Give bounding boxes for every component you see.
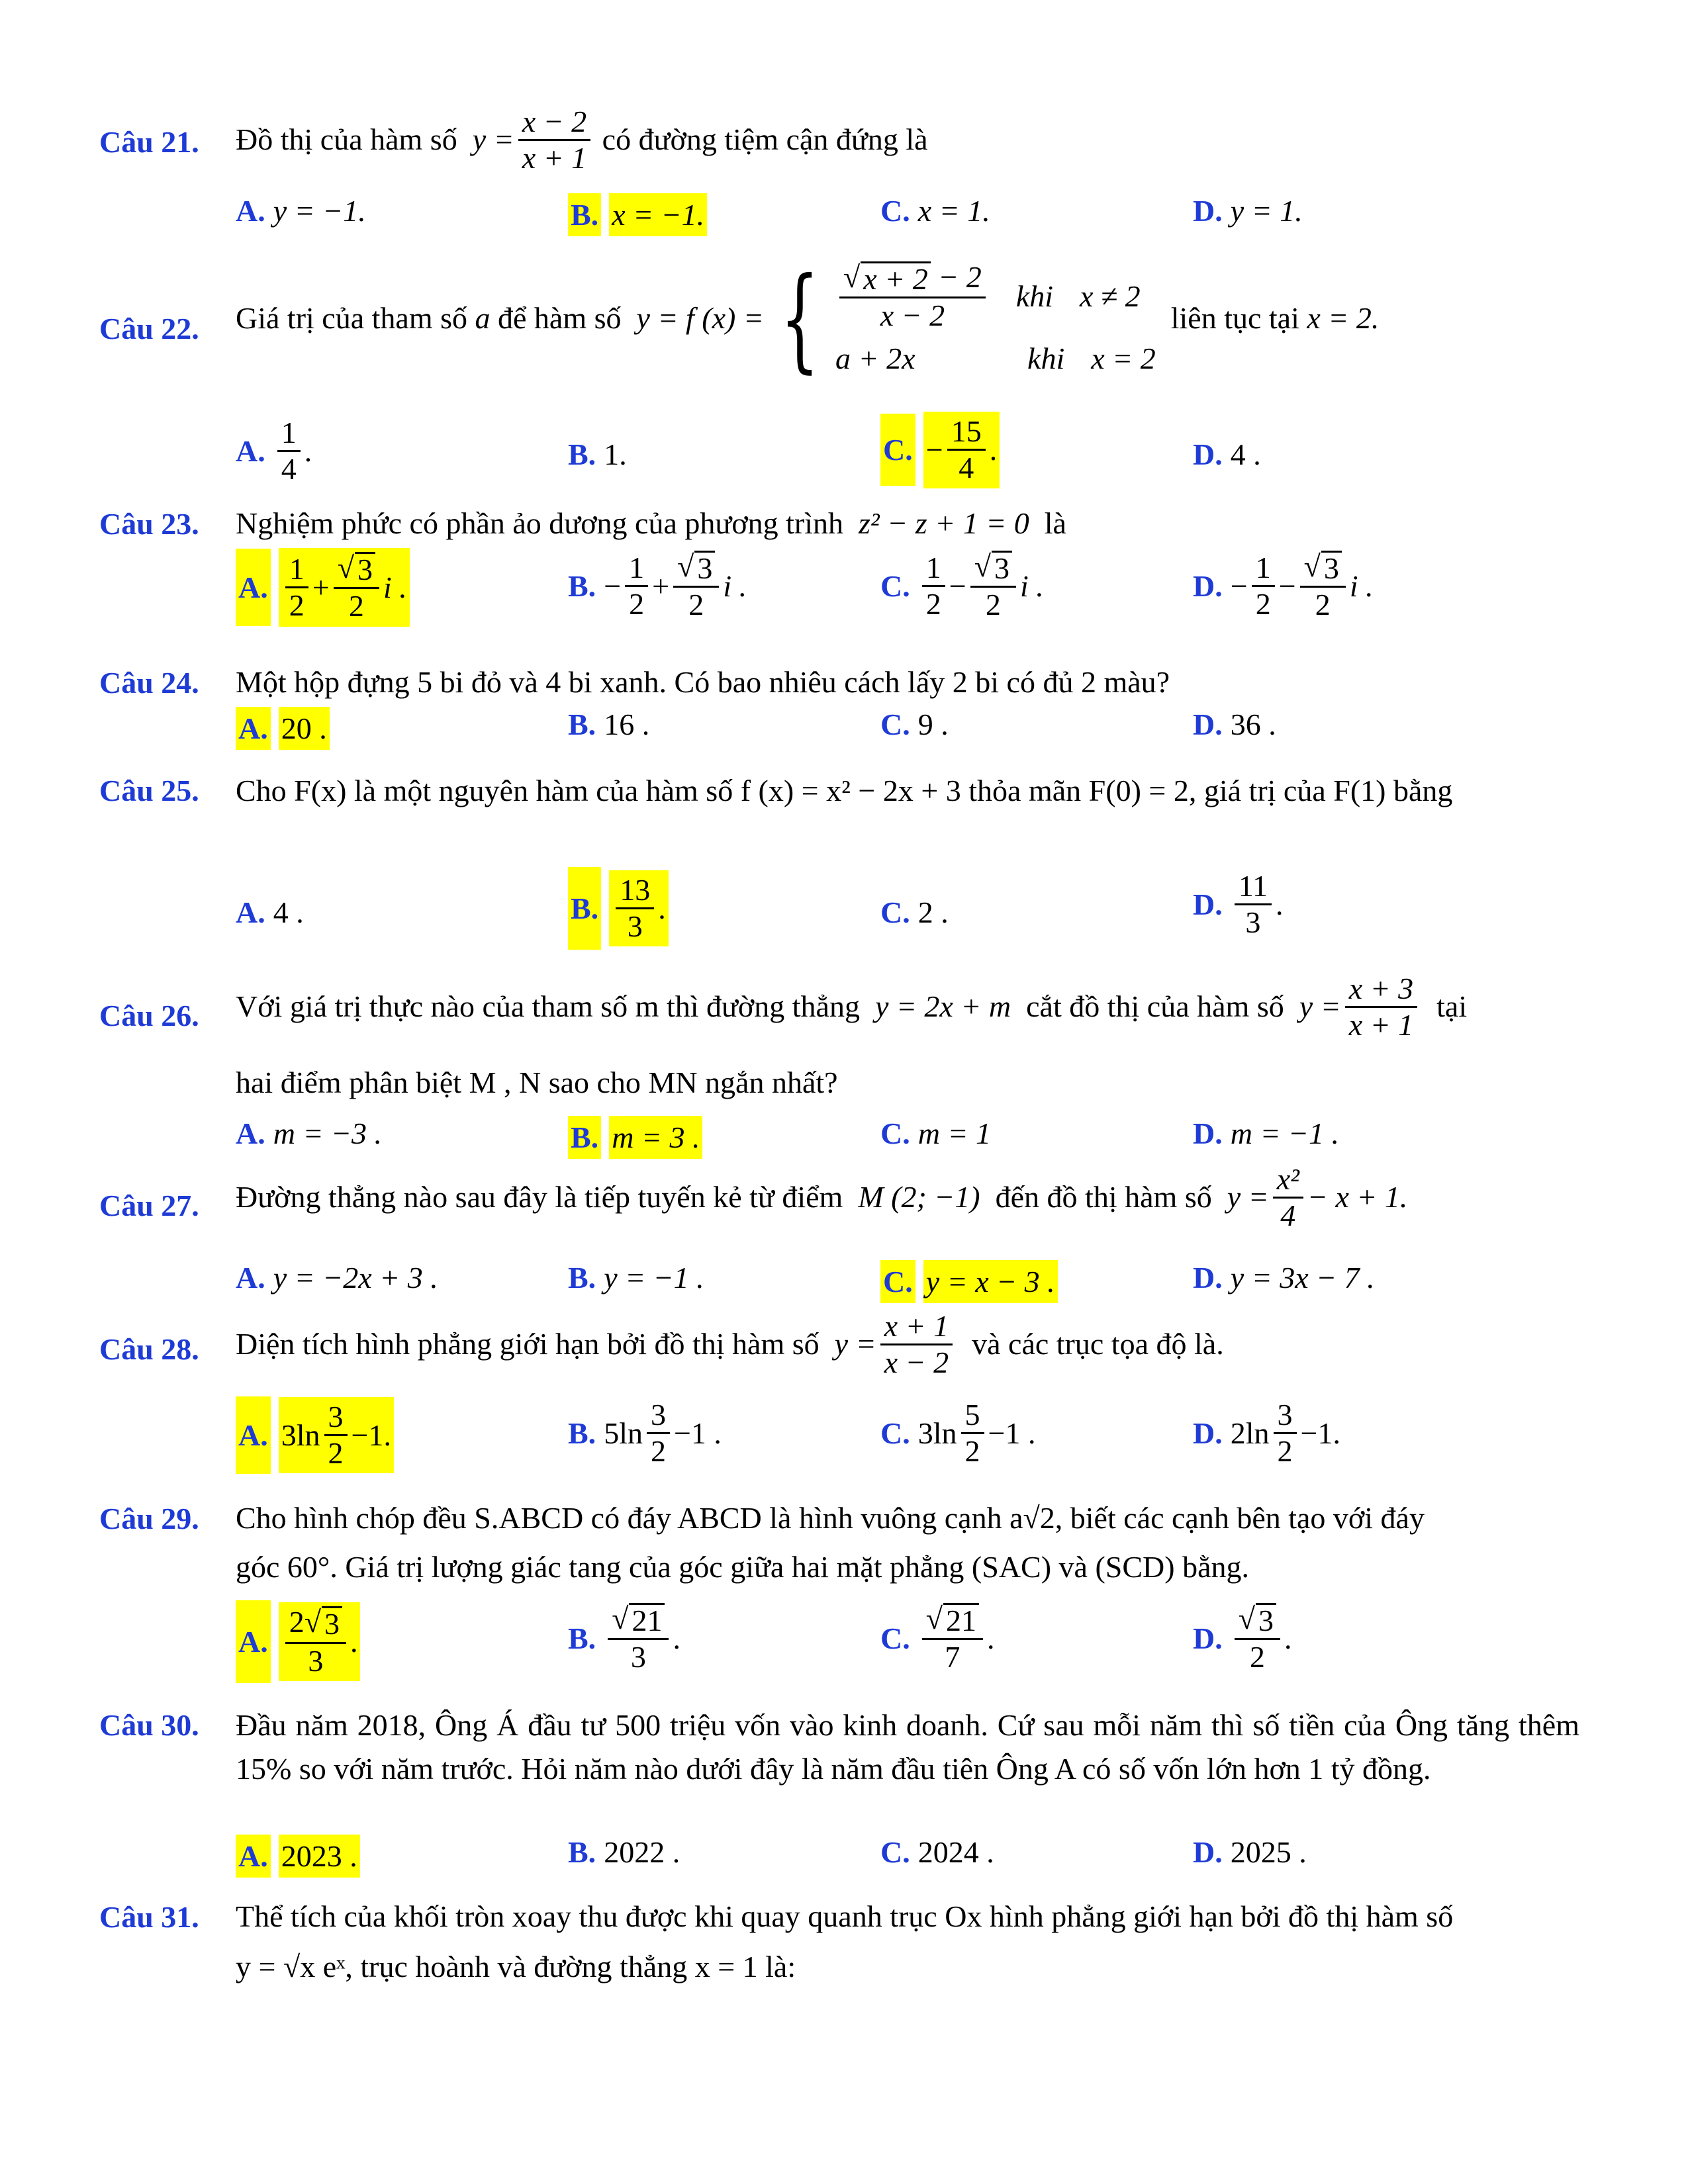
option-c[interactable]: C. √ 21 7 . xyxy=(880,1602,995,1674)
piecewise-cases: √ x + 2 − 2 x − 2 khi x ≠ 2 a + 2x khi x = 2 xyxy=(835,260,1156,375)
question-label: Câu 21. xyxy=(99,125,199,159)
option-b[interactable]: B. √ 21 3 . xyxy=(568,1602,680,1674)
answer-highlight: − $\frac{15}{4}$ . xyxy=(923,412,1000,488)
option-b[interactable]: B. 5ln $\frac{3}{2}$ −1 . xyxy=(568,1398,722,1469)
answer-highlight: $\frac{1}{2}$ + √ 3 2 i . xyxy=(279,548,410,627)
option-b[interactable]: B. 16 . xyxy=(568,707,650,741)
option-b[interactable]: B. x = −1. xyxy=(568,193,707,236)
question-stem: Thể tích của khối tròn xoay thu được khi quay quanh trục Ox hình phẳng giới hạn bởi đồ thị hàm số xyxy=(236,1899,1454,1933)
piecewise-brace: { xyxy=(780,253,820,385)
option-d[interactable]: D. 36 . xyxy=(1193,707,1276,741)
question-label: Câu 26. xyxy=(99,999,199,1032)
option-d[interactable]: D. y = 3x − 7 . xyxy=(1193,1261,1375,1295)
option-a[interactable]: A. 20 . xyxy=(236,707,330,750)
fraction: $\frac{1}{4}$ xyxy=(277,417,301,486)
question-stem-line: hai điểm phân biệt M , N sao cho MN ngắn nhất? xyxy=(236,1066,838,1099)
question-label: Câu 29. xyxy=(99,1502,199,1535)
question-label: Câu 28. xyxy=(99,1332,199,1366)
option-a[interactable]: A. 2023 . xyxy=(236,1835,360,1878)
option-b[interactable]: B. y = −1 . xyxy=(568,1261,704,1295)
option-c[interactable]: C. 3ln $\frac{5}{2}$ −1 . xyxy=(880,1398,1036,1469)
question-stem: Đường thẳng nào sau đây là tiếp tuyến kẻ từ điểm M (2; −1) đến đồ thị hàm số y = $\frac{\text{x²}}{4}$ − x + 1. xyxy=(236,1162,1408,1233)
question-stem: Một hộp đựng 5 bi đỏ và 4 bi xanh. Có bao nhiêu cách lấy 2 bi có đủ 2 màu? xyxy=(236,665,1170,699)
question-stem: Nghiệm phức có phần ảo dương của phương trình z² − z + 1 = 0 là xyxy=(236,506,1066,540)
question-label: Câu 24. xyxy=(99,666,199,700)
answer-highlight: m = 3 . xyxy=(609,1116,702,1159)
option-c[interactable]: C. y = x − 3 . xyxy=(880,1260,1058,1303)
option-d[interactable]: D. 4 . xyxy=(1193,437,1261,471)
option-c[interactable]: C. $\frac{1}{2}$ − √ 3 2 i . xyxy=(880,549,1044,622)
option-c[interactable]: C. 9 . xyxy=(880,707,949,741)
option-d[interactable]: D. $\frac{11}{3}$ . xyxy=(1193,869,1284,940)
question-stem-line: góc 60°. Giá trị lượng giác tang của góc giữa hai mặt phẳng (SAC) và (SCD) bằng. xyxy=(236,1550,1250,1584)
option-b[interactable]: B. − $\frac{1}{2}$ + √ 3 2 i . xyxy=(568,549,747,622)
question-stem-line: y = √x eˣ, trục hoành và đường thẳng x = 1 là: xyxy=(236,1950,796,1983)
answer-highlight: x = −1. xyxy=(609,193,707,236)
option-d[interactable]: D. 2025 . xyxy=(1193,1835,1307,1869)
option-a[interactable]: A. $\frac{1}{4}$ . xyxy=(236,416,312,486)
answer-highlight: 20 . xyxy=(279,707,330,750)
option-a[interactable]: A. $\frac{1}{2}$ + √ 3 2 i . xyxy=(236,548,410,627)
option-d[interactable]: D. y = 1. xyxy=(1193,194,1303,228)
answer-highlight: y = x − 3 . xyxy=(923,1260,1058,1303)
option-c[interactable]: C. x = 1. xyxy=(880,194,990,228)
answer-highlight: 2 √ 3 3 . xyxy=(279,1602,361,1681)
question-label: Câu 25. xyxy=(99,774,199,807)
option-c[interactable]: C. 2024 . xyxy=(880,1835,994,1869)
option-b[interactable]: B. m = 3 . xyxy=(568,1116,702,1159)
question-stem: Cho hình chóp đều S.ABCD có đáy ABCD là hình vuông cạnh a√2, biết các cạnh bên tạo với đáy xyxy=(236,1501,1425,1535)
option-a[interactable]: A. m = −3 . xyxy=(236,1116,383,1150)
question-stem: Diện tích hình phẳng giới hạn bởi đồ thị hàm số y = $\frac{x + 1}{x - 2}$ và các trục tọa độ là. xyxy=(236,1309,1224,1380)
question-stem: Với giá trị thực nào của tham số m thì đường thẳng y = 2x + m cắt đồ thị của hàm số y = $\frac{x + 3}{x + 1}$ tại xyxy=(236,972,1468,1042)
option-d[interactable]: D. m = −1 . xyxy=(1193,1116,1340,1150)
question-label: Câu 23. xyxy=(99,507,199,541)
option-a[interactable]: A. 2 √ 3 3 . xyxy=(236,1600,360,1683)
option-a[interactable]: A. y = −2x + 3 . xyxy=(236,1261,438,1295)
option-b[interactable]: B. 1. xyxy=(568,437,627,471)
option-d[interactable]: D. − $\frac{1}{2}$ − √ 3 2 i . xyxy=(1193,549,1374,622)
option-d[interactable]: D. 2ln $\frac{3}{2}$ −1. xyxy=(1193,1398,1340,1469)
question-label: Câu 30. xyxy=(99,1708,199,1742)
option-a[interactable]: A. 3ln $\frac{3}{2}$ −1. xyxy=(236,1396,394,1474)
option-c[interactable]: C. m = 1 xyxy=(880,1116,991,1150)
answer-highlight: $\frac{13}{3}$ . xyxy=(609,870,669,947)
question-label: Câu 27. xyxy=(99,1189,199,1222)
question-stem: Đồ thị của hàm số y = $\frac{x - 2}{x + 1}$ có đường tiệm cận đứng là xyxy=(236,105,928,175)
option-b[interactable]: B. $\frac{13}{3}$ . xyxy=(568,867,669,950)
option-c[interactable]: C. − $\frac{15}{4}$ . xyxy=(880,412,1000,488)
question-stem: Đầu năm 2018, Ông Á đầu tư 500 triệu vốn vào kinh doanh. Cứ sau mỗi năm thì số tiền của Ông tăng thêm 15% so với năm trước. Hỏi năm nào dưới đây là năm đầu tiên Ông A có số vốn lớn hơn 1 tỷ đồng. xyxy=(236,1708,1579,1786)
answer-highlight: 3ln $\frac{3}{2}$ −1. xyxy=(279,1397,394,1474)
option-c[interactable]: C. 2 . xyxy=(880,895,949,929)
option-a[interactable]: A. 4 . xyxy=(236,895,304,929)
question-stem: Cho F(x) là một nguyên hàm của hàm số f (x) = x² − 2x + 3 thỏa mãn F(0) = 2, giá trị của F(1) bằng xyxy=(236,774,1453,807)
option-b[interactable]: B. 2022 . xyxy=(568,1835,680,1869)
fraction: $\frac{x - 2}{x + 1}$ xyxy=(518,106,590,175)
question-stem: Giá trị của tham số a để hàm số y = f (x) = { √ x + 2 − 2 x − 2 khi x ≠ 2 a + 2x khi x = 2 liên tục tại x = 2. xyxy=(236,253,1380,385)
option-d[interactable]: D. √ 3 2 . xyxy=(1193,1602,1292,1674)
question-label: Câu 22. xyxy=(99,312,199,345)
option-a[interactable]: A. y = −1. xyxy=(236,194,366,228)
question-label: Câu 31. xyxy=(99,1900,199,1934)
answer-highlight: 2023 . xyxy=(279,1835,360,1878)
